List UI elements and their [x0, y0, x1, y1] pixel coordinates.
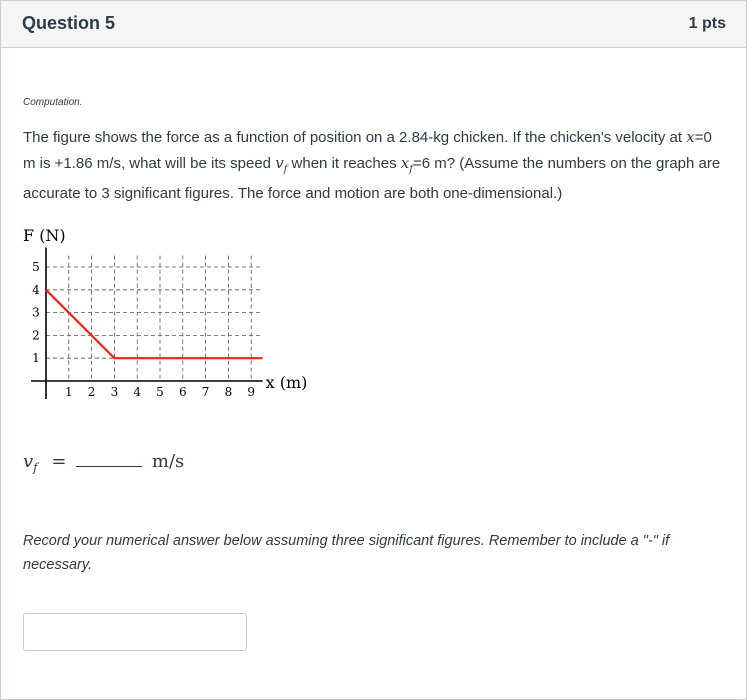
x-tick-label: 7: [201, 385, 210, 399]
chart-axes: [31, 248, 263, 399]
answer-equals: =: [51, 451, 67, 472]
x-tick-label: 1: [64, 385, 73, 399]
x-tick-label: 2: [87, 385, 96, 399]
question-header: [1, 1, 746, 48]
x-tick-label: 6: [178, 385, 187, 399]
y-tick-label: 3: [32, 305, 40, 320]
prompt-text-1: The figure shows the force as a function of position on a 2.84-kg chicken. If the chicken's velocity at: [23, 129, 687, 146]
prompt-text-3: when it reaches: [287, 154, 401, 172]
x-axis-label: x (m): [265, 373, 308, 392]
x-tick-label: 4: [133, 385, 142, 399]
answer-unit: m/s: [151, 451, 185, 472]
answer-expression: [23, 451, 184, 475]
question-subheading: Computation.: [23, 97, 83, 108]
answer-input[interactable]: [23, 613, 247, 651]
y-tick-label: 5: [32, 260, 40, 274]
y-tick-label: 4: [32, 282, 40, 297]
question-points: 1 pts: [688, 15, 726, 32]
answer-blank: [76, 452, 142, 467]
answer-instructions: Record your numerical answer below assuming three significant figures. Remember to include a "-" if necessary.: [23, 533, 670, 573]
question-prompt: [23, 125, 728, 207]
chart-series: [46, 290, 263, 358]
prompt-text-2: =0 m is +1.86 m/s, what will be its speed: [23, 129, 712, 172]
x-variable: x: [686, 128, 695, 146]
xf-variable: $x_f$: [400, 153, 413, 175]
prompt-text-4: =6 m? (Assume the numbers on the graph are accurate to 3 significant figures. The force and motion are both one-dimensional.): [23, 154, 721, 202]
y-tick-label: 1: [32, 351, 40, 366]
force-position-graph: [11, 221, 331, 411]
question-title: Question 5: [22, 13, 116, 33]
chart-grid: [46, 256, 263, 381]
x-tick-label: 3: [110, 385, 119, 399]
y-tick-label: 2: [32, 328, 40, 343]
y-axis-label: F (N): [23, 226, 66, 245]
x-tick-label: 8: [224, 385, 233, 399]
x-tick-label: 9: [247, 385, 256, 399]
force-series-line: [46, 290, 263, 358]
answer-variable: $v_f$: [23, 451, 38, 475]
vf-variable: $v_f$: [275, 153, 288, 175]
x-tick-label: 5: [156, 385, 164, 399]
